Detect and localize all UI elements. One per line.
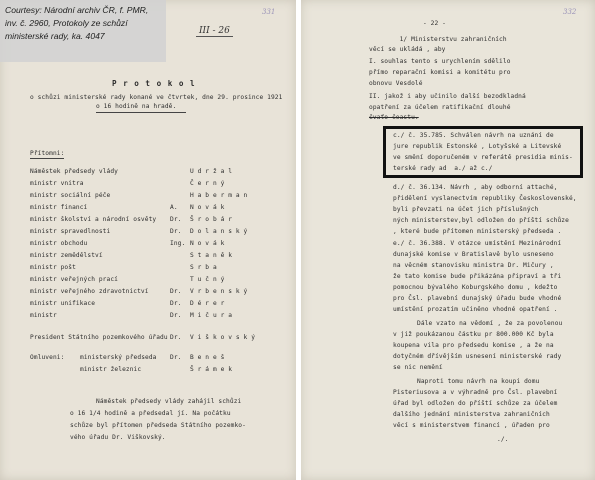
caption-line-3: ministerské rady, ka. 4047 — [5, 31, 105, 41]
closing-line-1: Náměstek předsedy vlády zahájil schůzi — [96, 398, 242, 405]
attendee-name: M i č u r a — [190, 312, 233, 319]
president-office-role: President Státního pozemkového úřadu — [30, 334, 168, 341]
attendee-name: V r b e n s k ý — [190, 288, 248, 295]
attendee-name: S r b a — [190, 264, 217, 271]
excused-heading: Omluveni: — [30, 354, 65, 361]
attendee-role: ministr sociální péče — [30, 192, 111, 199]
attendee-name: N o v á k — [190, 204, 225, 211]
attendee-role: ministr spravedlnosti — [30, 228, 111, 235]
attendee-role: ministr — [30, 312, 57, 319]
text-line: I. souhlas tento s urychlením sdělilo — [369, 58, 511, 65]
text-line: pro Čsl. plavební dunajský úřadu bude vhodné — [393, 295, 562, 302]
left-document-page — [0, 0, 296, 480]
protocol-subtitle-2: o 16 hodině na hradě. — [96, 103, 177, 110]
right-document-page — [301, 0, 595, 480]
attendee-role: ministr školství a národní osvěty — [30, 216, 157, 223]
text-line: e./ č. 36.388. V otázce umístění Mezinárodní — [393, 240, 562, 247]
text-line: byli převzati na účet jich příslušných — [393, 206, 539, 213]
text-line-highlighted: c./ č. 35.785. Schválen návrh na uznání de — [393, 132, 554, 139]
text-line: se nic nemění — [393, 364, 443, 371]
caption-line-2: inv. č. 2960, Protokoly ze schůzí — [5, 18, 128, 28]
attendee-role: ministr veřejných prací — [30, 276, 118, 283]
text-line: Pisteriusova a v výhradně pro Čsl. plavební — [393, 389, 558, 396]
text-line: Naproti tomu návrh na koupi domu — [417, 378, 540, 385]
text-line-struck: čvaťo čeastu. — [369, 114, 419, 121]
folio-number-left: 331 — [262, 8, 276, 16]
attendee-role: ministr zemědělství — [30, 252, 103, 259]
attendee-role: ministr unifikace — [30, 300, 96, 307]
text-line: věcí se ukládá , aby — [369, 46, 446, 53]
attendee-title: Dr. — [170, 216, 182, 223]
page-number: - 22 - — [423, 20, 446, 27]
text-line: že tato komise bude přikázána připraví a tři — [393, 273, 562, 280]
attendee-title: Ing. — [170, 240, 186, 247]
text-line: dalšího jednání ministerstva zahraničních — [393, 411, 550, 418]
president-office-title: Dr. — [170, 334, 182, 341]
attendee-name: H a b e r m a n — [190, 192, 248, 199]
excused-name: B e n e š — [190, 354, 225, 361]
text-line: přímo reparační komisi a komitétu pro — [369, 69, 511, 76]
attendee-role: ministr pošt — [30, 264, 76, 271]
text-line: obnovu Vesdolé — [369, 80, 423, 87]
attendee-role: ministr vnitra — [30, 180, 84, 187]
attendee-name: S t a n ě k — [190, 252, 233, 259]
protocol-subtitle-1: o schůzi ministerské rady konané ve čtvrtek, dne 29. prosince 1921 — [30, 94, 283, 101]
excused-name: Š r á m e k — [190, 366, 233, 373]
attendee-name: T u č n ý — [190, 276, 225, 283]
text-line: d./ č. 36.134. Návrh , aby odborní attaché, — [393, 184, 558, 191]
text-line: opatření za účelem ratifikační dlouhé — [369, 104, 511, 111]
attendee-role: ministr obchodu — [30, 240, 88, 247]
text-line: koupena vila pro předsedu komise , a že na — [393, 342, 554, 349]
text-line-highlighted: ve smění doporučeném v referátě presidia minis- — [393, 154, 573, 161]
text-line: pomocnou bývalého Koburgského domu , kdežto — [393, 284, 558, 291]
attendee-title: Dr. — [170, 288, 182, 295]
handwritten-reference: III - 26 — [196, 26, 233, 37]
closing-line-2: o 16 1/4 hodině a předsedal jí. Na počátku — [70, 410, 231, 417]
attendee-name: N o v á k — [190, 240, 225, 247]
attendee-name: D é r e r — [190, 300, 225, 307]
text-line: přidělení vyslanectvím republiky Československé, — [393, 195, 577, 202]
text-line: věcí s ministerstvem financí , úřaden pro — [393, 422, 550, 429]
attendee-title: A. — [170, 204, 178, 211]
text-line: ných ministerstev,byl odložen do příští schůze — [393, 217, 569, 224]
attendee-title: Dr. — [170, 300, 182, 307]
text-line-highlighted: jure republik Estonské , Lotyšské a Litevské — [393, 143, 562, 150]
text-line: dotyčném dřívějším usnesení ministerské rady — [393, 353, 562, 360]
text-line: úřad byl odložen do příští schůze za účelem — [393, 400, 558, 407]
closing-line-4: vého úřadu Dr. Viškovský. — [70, 434, 166, 441]
present-heading-underline — [30, 158, 64, 159]
attendee-name: U d r ž a l — [190, 168, 233, 175]
closing-line-3: schůze byl přítomen předseda Státního pozemko- — [70, 422, 246, 429]
excused-role: ministerský předseda — [80, 354, 157, 361]
text-line: Dále vzato na vědomí , že za povolenou — [417, 320, 563, 327]
caption-line-1: Courtesy: Národní archiv ČR, f. PMR, — [5, 5, 149, 15]
highlight-box — [383, 126, 583, 178]
text-line: , které bude přítomen ministerský předseda . — [393, 228, 562, 235]
president-office-name: V i š k o v s k ý — [190, 334, 256, 341]
text-line: v již poukázanou částku pr 800.000 Kč byla — [393, 331, 554, 338]
continuation-mark: ./. — [497, 436, 509, 443]
folio-number-right: 332 — [563, 8, 577, 16]
subtitle-underline — [96, 112, 186, 113]
attendee-name: D o l a n s k ý — [190, 228, 248, 235]
attendee-name: Š r o b á r — [190, 216, 233, 223]
attendee-role: ministr financí — [30, 204, 88, 211]
text-line: umístění prozatím učiněno vhodné opatření . — [393, 306, 558, 313]
attendee-role: ministr veřejného zdravotnictví — [30, 288, 149, 295]
present-heading: Přítomni: — [30, 150, 65, 157]
text-line-highlighted: terské rady ad a./ až c./ — [393, 165, 493, 172]
attendee-role: Náměstek předsedy vlády — [30, 168, 118, 175]
excused-title: Dr. — [170, 354, 182, 361]
text-line: 1/ Ministerstvu zahraničních — [369, 36, 507, 43]
protocol-title: P r o t o k o l — [112, 79, 196, 88]
attendee-name: Č e r n ý — [190, 180, 225, 187]
text-line: II. jakož i aby učinilo další bezodkladná — [369, 93, 526, 100]
attendee-title: Dr. — [170, 312, 182, 319]
text-line: dunajské komise v Bratislavě bylo usneseno — [393, 251, 554, 258]
attendee-title: Dr. — [170, 228, 182, 235]
text-line: na věcném stanovisku ministra Dr. Mičury , — [393, 262, 554, 269]
source-caption — [0, 0, 166, 62]
excused-role: ministr železnic — [80, 366, 142, 373]
